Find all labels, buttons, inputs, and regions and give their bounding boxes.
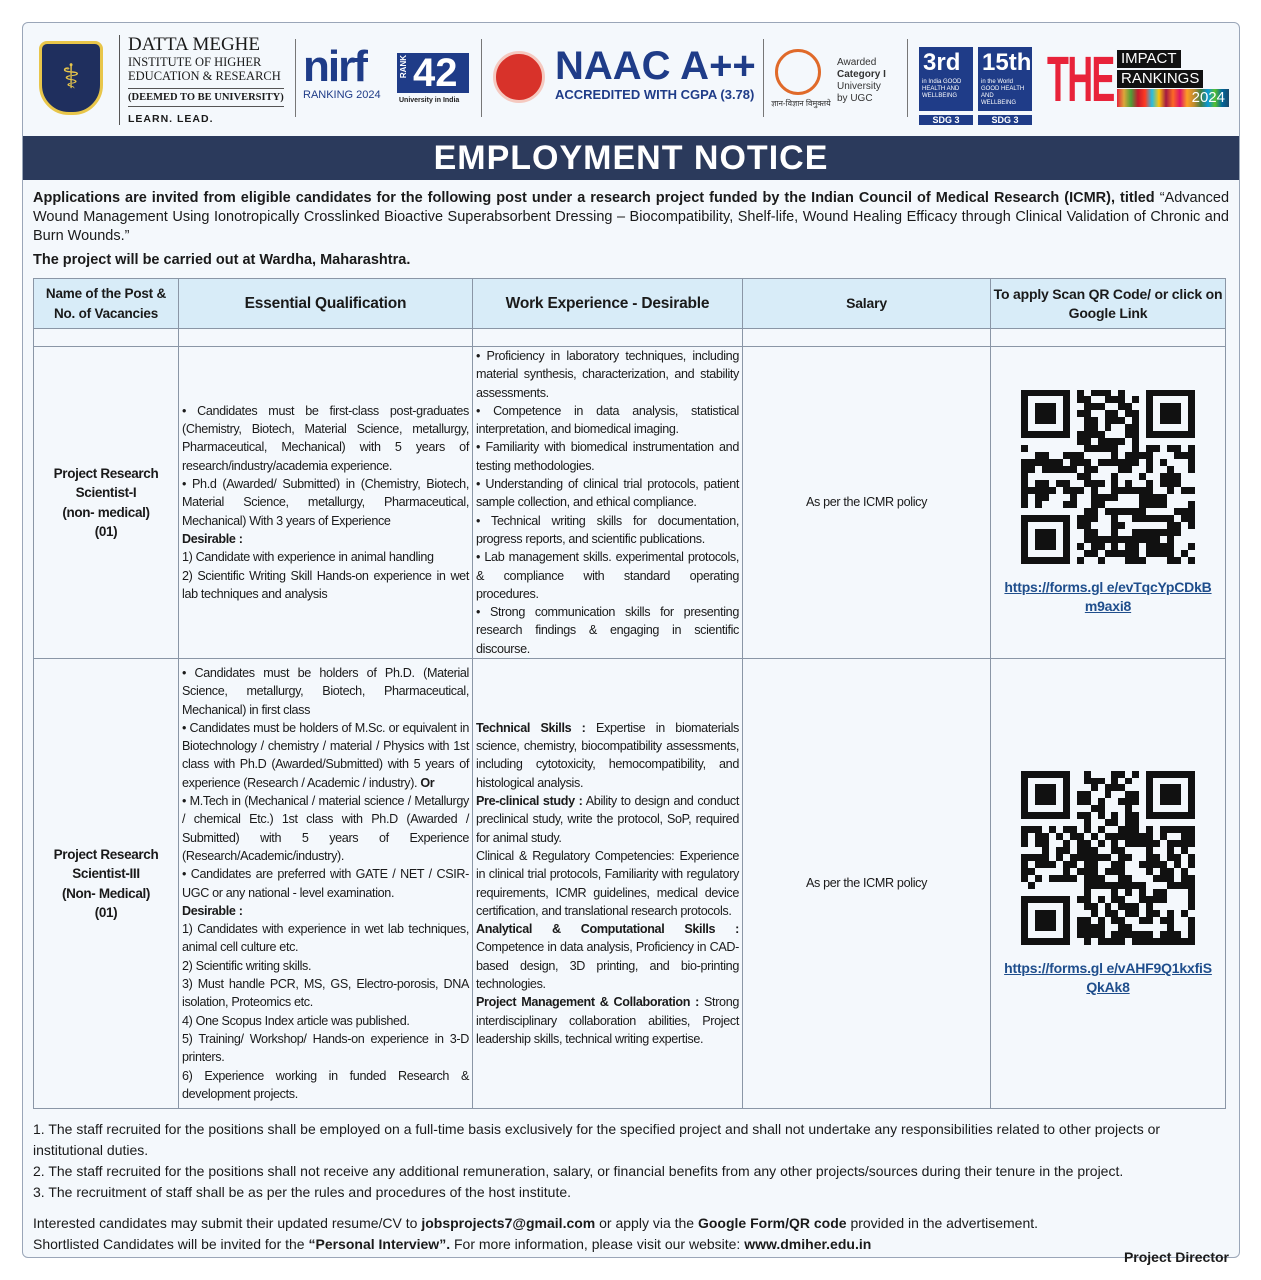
ugc-l1: Awarded — [837, 57, 877, 68]
item-text: Expertise in biomaterials science, chemistry, biocompatibility assessments, including cytotoxicity, hemocompatibility, and histological analysis. — [476, 720, 739, 790]
item-text: • M.Tech in (Mechanical / material science / Metallurgy / chemical Etc.) 1st class with Ph.D (Awarded / Submitted) with 5 years of Experience (Research/Academic/industry). — [182, 794, 469, 863]
item-text: • Proficiency in laboratory techniques, including material synthesis, characterization, and stability assessments. — [476, 349, 739, 400]
item-text: 6) Experience working in funded Research & development projects. — [182, 1068, 469, 1101]
list-item — [182, 664, 469, 719]
naac-title: NAAC A++ — [555, 44, 756, 88]
list-item — [182, 719, 469, 792]
footer-text: or apply via the — [595, 1215, 698, 1232]
item-text: • Candidates must be first-class post-graduates (Chemistry, Biotech, Material Science, metallurgy, Pharmaceutical, Mechanical) with 5 years of research/industry/academia experience. — [182, 403, 469, 473]
item-label: Desirable : — [182, 903, 243, 918]
list-item — [476, 920, 739, 993]
ugc-wheel-icon — [775, 49, 821, 95]
list-item — [476, 548, 739, 603]
rank-label: RANK — [399, 55, 408, 79]
list-item — [182, 402, 469, 475]
list-item — [476, 792, 739, 847]
item-label: Project Management & Collaboration : — [476, 995, 699, 1010]
header-logos — [23, 23, 1239, 135]
post-line: (01) — [94, 905, 118, 921]
note: 2. The staff recruited for the positions shall not receive any additional remuneration, salary, or financial benefits from any other projects/sources during their tenure in the project. — [33, 1163, 1124, 1180]
intro-title: “Advanced Wound Management Using Ionotropically Crosslinked Bioactive Superabsorbent Dressing – Biocompatibility, Shelf-life, Wound Healing Efficacy through Clinical Validation of Chronic and Burn Wounds.” — [33, 190, 1230, 244]
item-label: Technical Skills : — [476, 720, 586, 735]
sdg-foot: SDG 3 — [919, 113, 973, 125]
salary-cell: As per the ICMR policy — [743, 659, 991, 1109]
impact-l1: IMPACT — [1117, 50, 1181, 68]
item-text: • Competence in data analysis, statistical interpretation, and biomedical imaging. — [476, 403, 739, 437]
footer-text: Shortlisted Candidates will be invited for the — [33, 1236, 309, 1253]
list-item — [182, 1030, 469, 1067]
post-cell — [34, 659, 179, 1109]
footer-text: For more information, please visit our website: — [450, 1236, 745, 1253]
institute-line3: EDUCATION & RESEARCH — [128, 69, 281, 83]
item-text: • Understanding of clinical trial protocols, patient sample collection, and ethical compliance. — [476, 477, 739, 510]
item-text: 2) Scientific writing skills. — [182, 958, 312, 973]
list-item — [476, 603, 739, 658]
list-item — [476, 719, 739, 792]
nirf-logo — [303, 42, 381, 101]
the-logo: THE — [1047, 43, 1114, 115]
qualification-cell — [179, 347, 473, 659]
qr-code-icon[interactable] — [1021, 771, 1195, 945]
table-row — [34, 659, 1226, 1109]
list-item — [182, 957, 469, 975]
caduceus-crest-icon: ⚕ — [39, 41, 103, 115]
post-line: Scientist-III — [72, 866, 140, 882]
rank-badge — [397, 53, 469, 93]
spacer-row — [34, 329, 1226, 347]
list-item — [476, 402, 739, 439]
rank-number: 42 — [413, 51, 458, 95]
sdg-foot: SDG 3 — [978, 113, 1032, 125]
item-text: 4) One Scopus Index article was published. — [182, 1013, 410, 1028]
item-text: • Strong communication skills for presenting research findings & engaging in scientific discourse. — [476, 605, 739, 656]
list-item — [476, 347, 739, 402]
experience-cell — [473, 347, 743, 659]
ugc-motto: ज्ञान-विज्ञान विमुक्तये — [771, 99, 831, 108]
naac-logo — [555, 45, 756, 102]
rank-sub: University in India — [399, 97, 460, 104]
institute-name: DATTA MEGHE — [128, 34, 260, 55]
item-text: 1) Candidates with experience in wet lab techniques, animal cell culture etc. — [182, 922, 469, 955]
list-item — [476, 512, 739, 549]
ugc-text — [837, 57, 886, 105]
list-item — [476, 475, 739, 512]
item-label: Analytical & Computational Skills : — [476, 922, 739, 937]
signatory: Project Director — [1123, 1249, 1229, 1266]
impact-rankings — [1117, 50, 1203, 90]
header-qualification: Essential Qualification — [179, 279, 473, 329]
impact-year: 2024 — [1117, 89, 1229, 107]
project-location: The project will be carried out at Wardha, Maharashtra. — [33, 252, 411, 268]
header-apply: To apply Scan QR Code/ or click on Google Link — [991, 279, 1226, 329]
list-item — [182, 902, 469, 920]
list-item — [182, 567, 469, 604]
list-item — [476, 993, 739, 1048]
nirf-sub: RANKING 2024 — [303, 89, 381, 101]
item-text: • Candidates must be holders of M.Sc. or equivalent in Biotechnology / chemistry / material / Physics with 1st class with Ph.D (Awarded/Submitted) with 5 years of experience (Research / Academic / industry). — [182, 720, 469, 790]
divider — [907, 39, 908, 117]
vacancy-table — [33, 278, 1226, 1109]
email-link[interactable]: jobsprojects7@gmail.com — [421, 1215, 596, 1232]
ugc-l2: Category I — [837, 69, 886, 80]
impact-l2: RANKINGS — [1117, 70, 1203, 88]
apply-cell — [991, 659, 1226, 1109]
note: 1. The staff recruited for the positions shall be employed on a full-time basis exclusively for the specified project and shall not undertake any responsibilities related to other projects or institutional duties. — [33, 1121, 1161, 1159]
notice-body — [33, 189, 1230, 1266]
apply-cell — [991, 347, 1226, 659]
google-form-link[interactable]: https://forms.gl e/vAHF9Q1kxfiS QkAk8 — [1004, 959, 1212, 995]
post-cell — [34, 347, 179, 659]
page-title: EMPLOYMENT NOTICE — [23, 136, 1239, 180]
institute-logo — [119, 35, 284, 125]
experience-cell — [473, 659, 743, 1109]
post-line: Project Research — [53, 465, 159, 481]
qualification-cell — [179, 659, 473, 1109]
interview-ref: “Personal Interview”. — [308, 1236, 451, 1253]
sdg-text: in the World GOOD HEALTH AND WELLBEING — [981, 79, 1025, 106]
table-row — [34, 347, 1226, 659]
intro-bold: Applications are invited from eligible candidates for the following post under a research project funded by the Indian Council of Medical Research (ICMR), titled — [33, 190, 1155, 206]
list-item — [182, 865, 469, 902]
item-text: 5) Training/ Workshop/ Hands-on experience in 3-D printers. — [182, 1031, 469, 1065]
list-item — [182, 1012, 469, 1030]
list-item — [182, 920, 469, 957]
divider — [763, 39, 764, 117]
item-label: Pre-clinical study : — [476, 794, 583, 809]
post-line: Scientist-I — [75, 485, 137, 501]
institute-tagline: LEARN. LEAD. — [128, 113, 214, 125]
form-ref: Google Form/QR code — [697, 1215, 847, 1232]
notice-frame — [22, 22, 1240, 1266]
sdg-rank: 3rd — [923, 49, 961, 76]
footer-row — [33, 1213, 1229, 1266]
list-item — [182, 975, 469, 1012]
list-item — [182, 548, 469, 566]
ugc-l4: by UGC — [837, 93, 873, 104]
ugc-l3: University — [837, 81, 881, 92]
sdg-badge-india — [919, 47, 973, 125]
intro-paragraph — [33, 189, 1229, 246]
item-text: Ability to design and conduct preclinical study, write the protocol, SoP, required for animal study. — [476, 794, 739, 845]
item-text: Strong interdisciplinary collaboration abilities, Project leadership skills, technical writing expertise. — [476, 995, 740, 1046]
list-item — [182, 475, 469, 530]
sdg-rank: 15th — [982, 49, 1032, 76]
item-text: • Candidates are preferred with GATE / NET / CSIR-UGC or any national - level examination. — [182, 867, 469, 900]
post-line: (Non- Medical) — [61, 885, 151, 901]
item-label: Or — [420, 775, 435, 790]
item-text: • Technical writing skills for documentation, progress reports, and scientific publications. — [476, 513, 739, 546]
item-text: • Candidates must be holders of Ph.D. (Material Science, metallurgy, Biotech, Pharmaceutical, Mechanical) in first class — [182, 665, 469, 717]
list-item — [182, 530, 469, 548]
header-post: Name of the Post & No. of Vacancies — [34, 279, 179, 329]
note: 3. The recruitment of staff shall be as per the rules and procedures of the host institute. — [33, 1184, 572, 1201]
sdg-badge-world — [978, 47, 1032, 125]
item-text: • Familiarity with biomedical instrumentation and testing methodologies. — [476, 440, 739, 473]
naac-sub: ACCREDITED WITH CGPA (3.78) — [555, 87, 755, 102]
notes — [33, 1119, 1229, 1203]
list-item — [476, 847, 739, 920]
website-link[interactable]: www.dmiher.edu.in — [744, 1236, 872, 1253]
item-text: • Lab management skills. experimental protocols, & compliance with standard operating procedures. — [476, 550, 739, 601]
item-text: Clinical & Regulatory Competencies: Experience in clinical trial protocols, Familiarity with regulatory requirements, ICMR guidelines, medical device certification, and translational research protocols. — [476, 848, 739, 918]
divider — [295, 39, 296, 117]
list-item — [182, 1067, 469, 1104]
institute-line4: (DEEMED TO BE UNIVERSITY) — [128, 88, 284, 107]
list-item — [476, 438, 739, 475]
item-text: 1) Candidate with experience in animal handling — [182, 550, 434, 565]
divider — [481, 39, 482, 117]
google-form-link[interactable]: https://forms.gl e/evTqcYpCDkB m9axi8 — [1004, 578, 1212, 614]
footer-text: Interested candidates may submit their updated resume/CV to — [33, 1215, 422, 1232]
item-text: 3) Must handle PCR, MS, GS, Electro-porosis, DNA isolation, Proteomics etc. — [182, 977, 469, 1010]
header-experience: Work Experience - Desirable — [473, 279, 743, 329]
nirf-wordmark: nirf — [303, 42, 366, 91]
header-salary: Salary — [743, 279, 991, 329]
naac-seal-icon — [493, 51, 545, 103]
list-item — [182, 792, 469, 865]
item-text: • Ph.d (Awarded/ Submitted) in (Chemistry, Biotech, Material Science, metallurgy, Pharmaceutical, Mechanical) With 3 years of Experience — [182, 477, 469, 528]
item-label: Desirable : — [182, 531, 243, 546]
post-line: (01) — [94, 524, 118, 540]
item-text: Competence in data analysis, Proficiency in CAD-based design, 3D printing, and bio-printing technologies. — [476, 940, 739, 992]
salary-cell: As per the ICMR policy — [743, 347, 991, 659]
post-line: (non- medical) — [62, 504, 150, 520]
footer-text — [33, 1213, 1038, 1255]
sdg-text: in India GOOD HEALTH AND WELLBEING — [922, 79, 962, 99]
item-text: 2) Scientific Writing Skill Hands-on experience in wet lab techniques and analysis — [182, 568, 469, 601]
footer-text: provided in the advertisement. — [846, 1215, 1039, 1232]
post-line: Project Research — [53, 846, 159, 862]
qr-code-icon[interactable] — [1021, 390, 1195, 564]
institute-line2: INSTITUTE OF HIGHER — [128, 55, 262, 69]
